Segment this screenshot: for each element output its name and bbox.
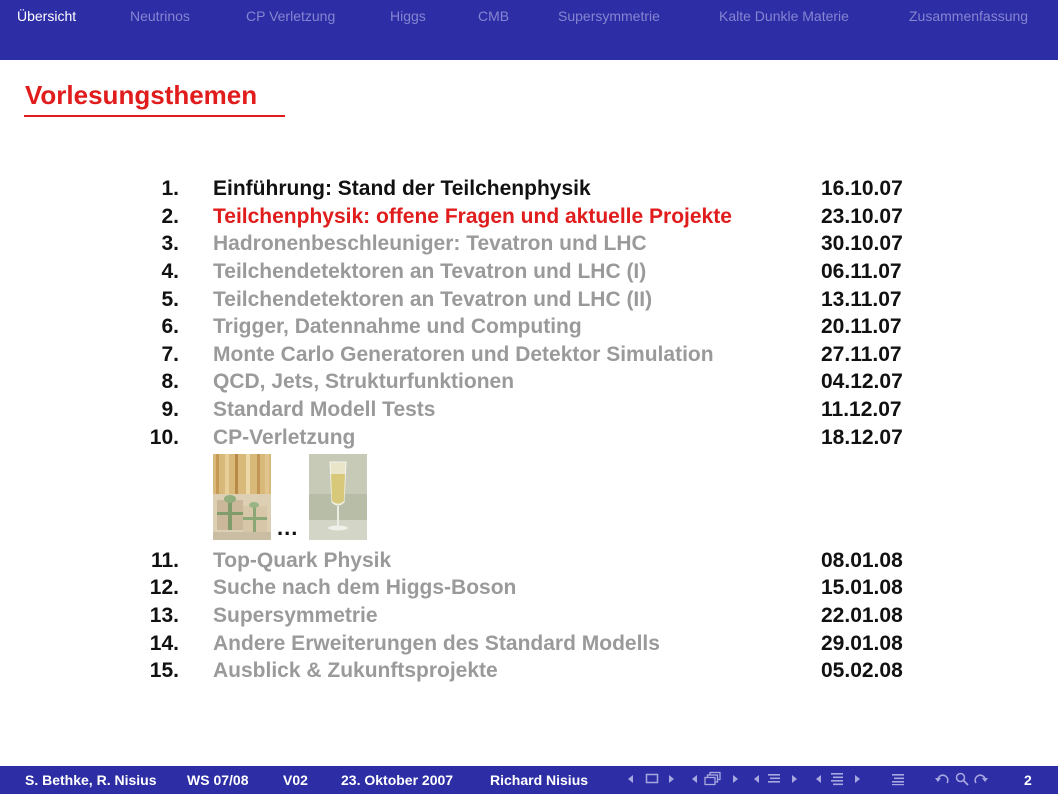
footer-version: V02 xyxy=(283,772,308,788)
footer-bar xyxy=(0,766,1058,794)
lecture-date: 05.02.08 xyxy=(821,659,903,682)
frame-nav-left-arrow-icon[interactable] xyxy=(690,770,698,788)
slide-nav-left-arrow-icon[interactable] xyxy=(626,770,634,788)
lecture-row-6 xyxy=(0,313,1058,340)
lecture-topic: Top-Quark Physik xyxy=(213,549,392,572)
lecture-row-8 xyxy=(0,368,1058,395)
lecture-date: 04.12.07 xyxy=(821,370,903,393)
forward-arrow-icon[interactable] xyxy=(973,770,989,788)
lecture-number: 11. xyxy=(150,549,179,572)
lecture-row-3 xyxy=(0,230,1058,257)
lecture-row-4 xyxy=(0,258,1058,285)
nav-item-zusammenfassung[interactable]: Zusammenfassung xyxy=(909,8,1029,24)
lecture-number: 1. xyxy=(161,177,179,200)
lecture-date: 13.11.07 xyxy=(821,288,902,311)
lecture-number: 14. xyxy=(149,632,179,655)
frame-title: Vorlesungsthemen xyxy=(25,80,258,110)
lecture-topic: Andere Erweiterungen des Standard Modells xyxy=(213,632,660,655)
lecture-date: 16.10.07 xyxy=(821,177,903,200)
lecture-row-7 xyxy=(0,341,1058,368)
lecture-date: 23.10.07 xyxy=(821,205,903,228)
lecture-row-14 xyxy=(0,630,1058,657)
lecture-row-13 xyxy=(0,602,1058,629)
lecture-date: 20.11.07 xyxy=(821,315,902,338)
lecture-topic: Ausblick & Zukunftsprojekte xyxy=(213,659,498,682)
lecture-topic: Hadronenbeschleuniger: Tevatron und LHC xyxy=(213,232,647,255)
title-underline xyxy=(24,115,285,117)
subsection-nav-left-arrow-icon[interactable] xyxy=(752,770,760,788)
lecture-number: 3. xyxy=(161,232,179,255)
lecture-topic: Trigger, Datennahme und Computing xyxy=(213,315,582,338)
lecture-topic: Monte Carlo Generatoren und Detektor Simulation xyxy=(213,343,714,366)
lecture-number: 12. xyxy=(149,576,179,599)
lecture-date: 08.01.08 xyxy=(821,549,903,572)
lecture-number: 4. xyxy=(161,260,179,283)
lecture-row-11 xyxy=(0,547,1058,574)
page-number: 2 xyxy=(1024,772,1032,788)
frame-nav-right-arrow-icon[interactable] xyxy=(732,770,740,788)
lecture-topic: QCD, Jets, Strukturfunktionen xyxy=(213,370,515,393)
lecture-topic: Suche nach dem Higgs-Boson xyxy=(213,576,517,599)
lecture-topic: Einführung: Stand der Teilchenphysik xyxy=(213,177,591,200)
lecture-topic: Teilchendetektoren an Tevatron und LHC (II) xyxy=(213,288,653,311)
search-icon[interactable] xyxy=(954,770,970,788)
lecture-number: 5. xyxy=(161,288,179,311)
lecture-number: 2. xyxy=(161,205,179,228)
lecture-topic: Teilchendetektoren an Tevatron und LHC (I) xyxy=(213,260,647,283)
nav-item-higgs[interactable]: Higgs xyxy=(390,8,426,24)
lecture-number: 8. xyxy=(161,370,179,393)
holiday-break-ellipsis: ... xyxy=(277,515,299,540)
lecture-date: 27.11.07 xyxy=(821,343,902,366)
subsection-nav-right-arrow-icon[interactable] xyxy=(791,770,799,788)
lecture-number: 9. xyxy=(161,398,179,421)
subsection-icon[interactable] xyxy=(766,770,782,788)
section-nav-right-arrow-icon[interactable] xyxy=(854,770,862,788)
gift-boxes-image xyxy=(213,454,271,540)
champagne-glass-image xyxy=(309,454,367,540)
lecture-number: 10. xyxy=(149,426,179,449)
lecture-date: 15.01.08 xyxy=(821,576,903,599)
section-navigation-bar xyxy=(0,0,1058,60)
lecture-topic: CP-Verletzung xyxy=(213,426,356,449)
back-arrow-icon[interactable] xyxy=(934,770,950,788)
frames-stack-icon[interactable] xyxy=(704,770,722,788)
nav-item-neutrinos[interactable]: Neutrinos xyxy=(130,8,190,24)
lecture-row-1 xyxy=(0,175,1058,202)
lecture-date: 06.11.07 xyxy=(821,260,902,283)
footer-term: WS 07/08 xyxy=(187,772,249,788)
lecture-date: 30.10.07 xyxy=(821,232,903,255)
lecture-row-10 xyxy=(0,424,1058,451)
lecture-date: 22.01.08 xyxy=(821,604,903,627)
lecture-topic: Standard Modell Tests xyxy=(213,398,436,421)
footer-speaker: Richard Nisius xyxy=(490,772,589,788)
nav-item-cp-verletzung[interactable]: CP Verletzung xyxy=(246,8,336,24)
lecture-row-2 xyxy=(0,203,1058,230)
nav-item-supersymmetrie[interactable]: Supersymmetrie xyxy=(558,8,660,24)
lecture-date: 29.01.08 xyxy=(821,632,903,655)
lecture-number: 6. xyxy=(161,315,179,338)
footer-date: 23. Oktober 2007 xyxy=(341,772,454,788)
section-icon[interactable] xyxy=(829,770,845,788)
lecture-row-12 xyxy=(0,574,1058,601)
lecture-row-5 xyxy=(0,286,1058,313)
lecture-date: 18.12.07 xyxy=(821,426,903,449)
lecture-number: 13. xyxy=(149,604,179,627)
nav-item-kalte-dunkle-materie[interactable]: Kalte Dunkle Materie xyxy=(719,8,849,24)
lecture-date: 11.12.07 xyxy=(821,398,902,421)
nav-item-cmb[interactable]: CMB xyxy=(478,8,510,24)
section-nav-left-arrow-icon[interactable] xyxy=(814,770,822,788)
footer-authors: S. Bethke, R. Nisius xyxy=(25,772,157,788)
nav-item-uebersicht[interactable]: Übersicht xyxy=(17,8,77,24)
slide-frame-icon[interactable] xyxy=(645,770,659,788)
lecture-topic: Teilchenphysik: offene Fragen und aktuelle Projekte xyxy=(213,205,732,228)
lecture-row-9 xyxy=(0,396,1058,423)
appendix-icon[interactable] xyxy=(890,770,906,788)
lecture-number: 15. xyxy=(149,659,179,682)
lecture-topic: Supersymmetrie xyxy=(213,604,378,627)
lecture-number: 7. xyxy=(161,343,179,366)
lecture-row-15 xyxy=(0,657,1058,684)
slide-nav-right-arrow-icon[interactable] xyxy=(668,770,676,788)
